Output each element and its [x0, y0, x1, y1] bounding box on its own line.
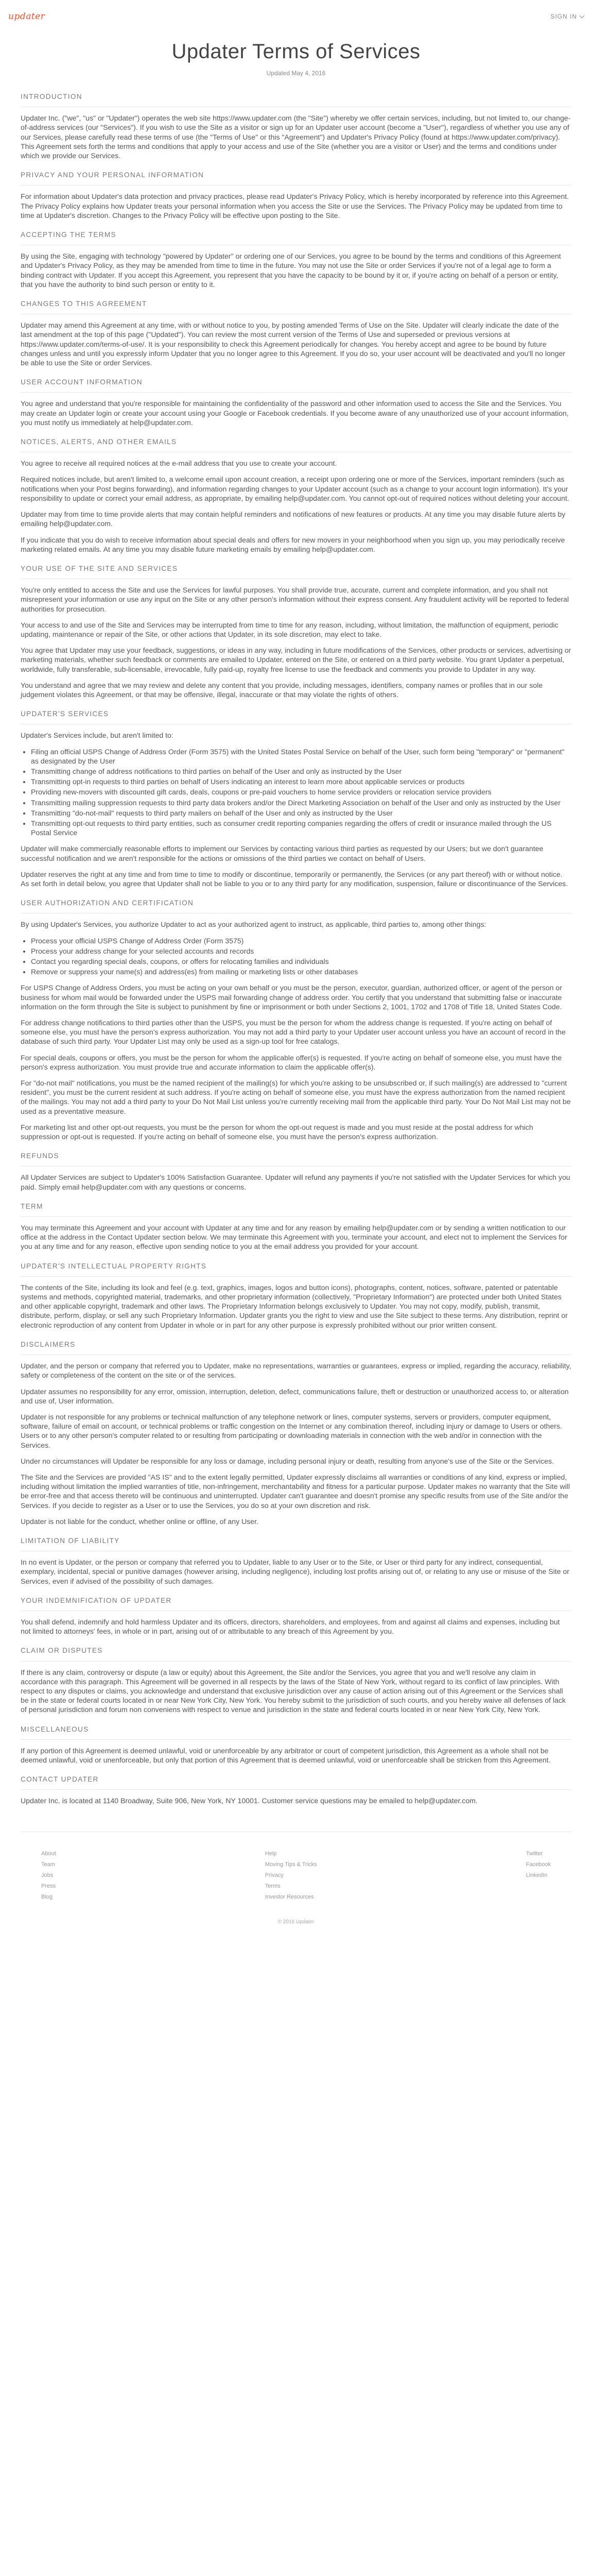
- terms-section: [21, 1646, 571, 1714]
- section-heading: USER AUTHORIZATION AND CERTIFICATION: [21, 899, 571, 913]
- bullet-item: • Transmitting change of address notifications to third parties on behalf of the User and only as instructed by the User: [31, 767, 571, 776]
- sign-in-label: SIGN IN: [550, 13, 577, 20]
- footer-column-company: [41, 1851, 56, 1905]
- footer-link[interactable]: LinkedIn: [526, 1872, 548, 1878]
- section-paragraph: Updater may amend this Agreement at any time, with or without notice to you, by posting amended Terms of Use on the Site. Updater will clearly indicate the date of the last amendment at the top of this page ("Updated"). You can review the most current version of the Terms of Use and superseded or previous versions at https://www.updater.com/terms-of-use/. It is your responsibility to check this Agreement periodically for changes. You hereby accept and agree to be bound by future changes unless and until you expressly inform Updater that you no longer agree to this Agreement. If you do so, your user account will be deactivated and you'll no longer be able to use the Site or order Services.: [21, 321, 566, 367]
- section-paragraph: Required notices include, but aren't limited to, a welcome email upon account creation, a receipt upon ordering one or more of the Services, important reminders (such as notifications when your Post begins forwarding), and information regarding changes to your Updater account (such as a change to your account login information). It's your responsibility to update or correct your email address, as appropriate, by emailing help@updater.com. You cannot opt-out of required notices without deleting your account.: [21, 475, 569, 502]
- bullet-item: • Transmitting "do-not-mail" requests to third party mailers on behalf of the User and only as instructed by the User: [31, 808, 571, 818]
- page-title: Updater Terms of Services: [171, 40, 421, 63]
- footer-column-resources: [265, 1851, 317, 1905]
- section-heading: MISCELLANEOUS: [21, 1725, 571, 1740]
- terms-section: [21, 1725, 571, 1765]
- section-heading: CONTACT UPDATER: [21, 1775, 571, 1790]
- section-paragraph: Updater, and the person or company that referred you to Updater, make no representations, warranties or guarantees, express or implied, regarding the accuracy, reliability, safety or completeness of the content on the site or of the services.: [21, 1362, 571, 1380]
- terms-section: [21, 1151, 571, 1192]
- terms-section: [21, 378, 571, 427]
- section-paragraph: Updater is not liable for the conduct, whether online or offline, of any User.: [21, 1517, 258, 1526]
- footer-link[interactable]: Help: [265, 1850, 277, 1857]
- updater-logo[interactable]: updater: [8, 11, 45, 22]
- section-paragraph: For "do-not mail" notifications, you must be the named recipient of the mailing(s) for which you're asking to be unsubscribed or, if such mailing(s) are addressed to "current resident", you must be the current resident at such address. If you're acting on behalf of someone else, you must have the express authorization from the named recipient of the mailings. You may not add a third party to your Do Not Mail List unless you're currently receiving mail from the applicable third party. Your Do Not Mail List may not be used as a preventative measure.: [21, 1079, 571, 1115]
- section-paragraph: By using the Site, engaging with technology "powered by Updater" or ordering one of our Services, you agree to be bound by the terms and conditions of this Agreement and Updater's Privacy Policy, as they may be amended from time to time in the future. You may not use the Site or order Services if you're not of a legal age to form a binding contract with Updater. If you accept this Agreement, you represent that you have the capacity to be bound by it or, if you're acting on behalf of a person or entity, that you have the authority to bind such person or entity to it.: [21, 252, 561, 289]
- terms-section: [21, 1775, 571, 1805]
- terms-section: [21, 899, 571, 1141]
- section-heading: CLAIM OR DISPUTES: [21, 1646, 571, 1661]
- bullet-item: • Transmitting opt-in requests to third parties on behalf of Users indicating an interest to learn more about applicable services or products: [31, 777, 571, 786]
- terms-section: [21, 709, 571, 888]
- section-heading: YOUR INDEMNIFICATION OF UPDATER: [21, 1596, 571, 1611]
- section-paragraph: The Site and the Services are provided "AS IS" and to the extent legally permitted, Updater expressly disclaims all warranties or conditions of any kind, express or implied, including without limitation the implied warranties of title, non-infringement, merchantability and fitness for a particular purpose. Updater makes no warranty that the Site will be error-free and that access thereto will be continuous and uninterrupted. Updater can't guarantee and doesn't promise any specific results from use of the Site and/or the Services. If you decide to register as a User or to use the Services, you do so at your own discretion and risk.: [21, 1472, 570, 1510]
- section-paragraph: Updater will make commercially reasonable efforts to implement our Services by contacting various third parties as requested by our Users; but we don't guarantee successful notification and we aren't responsible for the actions or omissions of the third parties we contact on behalf of Users.: [21, 844, 544, 862]
- section-paragraph: You agree that Updater may use your feedback, suggestions, or ideas in any way, including in future modifications of the Services, other products or services, advertising or marketing materials, whether such feedback or comments are emailed to Updater, entered on the Site, or entered on a third party website. You grant Updater a perpetual, worldwide, fully transferable, sub-licensable, irrevocable, fully paid-up, royalty free license to use the feedback and comments you provide to Updater in any way.: [21, 646, 571, 673]
- bullet-list: [31, 747, 571, 838]
- terms-section: [21, 299, 571, 367]
- footer-link[interactable]: Moving Tips & Tricks: [265, 1861, 317, 1868]
- terms-section: [21, 1536, 571, 1586]
- terms-section: [21, 230, 571, 289]
- bullet-item: • Providing new-movers with discounted gift cards, deals, coupons or pre-paid vouchers to home service providers or relocation service providers: [31, 787, 571, 796]
- section-paragraph: If any portion of this Agreement is deemed unlawful, void or unenforceable by any arbitrator or court of competent jurisdiction, this Agreement as a whole shall not be deemed unlawful, void or unenforceable, but only that portion of this Agreement that is deemed unlawful, void or unenforceable shall be stricken from this Agreement.: [21, 1746, 551, 1764]
- footer-link[interactable]: About: [41, 1850, 56, 1857]
- section-heading: NOTICES, ALERTS, AND OTHER EMAILS: [21, 437, 571, 452]
- footer-link[interactable]: Investor Resources: [265, 1893, 314, 1900]
- section-paragraph: If there is any claim, controversy or dispute (a law or equity) about this Agreement, the Site and/or the Services, you agree that you and we'll resolve any claim in accordance with this paragraph. This Agreement will be governed in all respects by the laws of the State of New York, without regard to its conflict of law principles. With respect to any disputes or claims, you acknowledge and understand that exclusive jurisdiction over any cause of action arising out of this Agreement or the Services shall be in the state or federal courts located in or near New York City, New York. You hereby submit to the jurisdiction of such courts, and you hereby waive all defenses of lack of personal jurisdiction and forum non conveniens with respect to venue and jurisdiction in the state and federal courts located in or near New York City, New York.: [21, 1668, 566, 1714]
- footer-link[interactable]: Jobs: [41, 1872, 54, 1878]
- section-paragraph: For special deals, coupons or offers, you must be the person for whom the applicable offer(s) is requested. If you're acting on behalf of someone else, you must have the person's express authorization. You must provide true and accurate information to claim the applicable offer(s).: [21, 1053, 562, 1071]
- footer-link[interactable]: Team: [41, 1861, 55, 1868]
- terms-section: [21, 1202, 571, 1251]
- section-paragraph: Updater's Services include, but aren't limited to:: [21, 731, 173, 740]
- footer-link[interactable]: Facebook: [526, 1861, 551, 1868]
- section-paragraph: For address change notifications to third parties other than the USPS, you must be the person for whom the address change is requested. If you're acting on behalf of someone else, you must have the person's express authorization. You may not add a third party to your Updater user account unless you have an account of record in the database of such third party. Your Updater List may only be used as a sign-up tool for free catalogs.: [21, 1019, 566, 1046]
- section-paragraph: In no event is Updater, or the person or company that referred you to Updater, liable to any User or to the Site, or User or third party for any indirect, consequential, exemplary, incidental, special or punitive damages (however arising, including negligence), including lost profits arising out of, or relating to any use or misuse of the Site or Services, even if advised of the possibility of such damages.: [21, 1558, 569, 1585]
- section-paragraph: All Updater Services are subject to Updater's 100% Satisfaction Guarantee. Updater will refund any payments if you're not satisfied with the Updater Services for which you paid. Simply email help@updater.com with any questions or concerns.: [21, 1173, 570, 1191]
- bullet-item: • Filing an official USPS Change of Address Order (Form 3575) with the United States Postal Service on behalf of the User, such form being "temporary" or "permanent" as designated by the User: [31, 747, 571, 766]
- section-heading: LIMITATION OF LIABILITY: [21, 1536, 571, 1551]
- section-paragraph: Updater assumes no responsibility for any error, omission, interruption, deletion, defect, communications failure, theft or destruction or unauthorized access to, or alteration and use of, User information.: [21, 1387, 569, 1405]
- bullet-item: • Transmitting opt-out requests to third party entities, such as consumer credit reporting companies regarding the offers of credit or insurance mailed through the US Postal Service: [31, 819, 571, 837]
- section-paragraph: You're only entitled to access the Site and use the Services for lawful purposes. You shall provide true, accurate, current and complete information, and you shall not misrepresent your information or use any input on the Site or any other person's information without their express consent. Any fraudulent activity will be reported to federal authorities for prosecution.: [21, 586, 569, 613]
- footer-link[interactable]: Privacy: [265, 1872, 284, 1878]
- updated-date: Updated May 4, 2016: [266, 70, 326, 77]
- section-paragraph: If you indicate that you do wish to receive information about special deals and offers for new movers in your neighborhood when you sign up, you may periodically receive marketing related emails. At any time you may disable future marketing emails by emailing help@updater.com.: [21, 535, 565, 553]
- footer-link[interactable]: Terms: [265, 1883, 281, 1889]
- footer-link[interactable]: Twitter: [526, 1850, 543, 1857]
- section-heading: ACCEPTING THE TERMS: [21, 230, 571, 245]
- section-paragraph: You may terminate this Agreement and your account with Updater at any time and for any reason by emailing help@updater.com or by sending a written notification to our office at the address in the Contact Updater section below. We may terminate this Agreement with you, terminate your account, and elect not to implement the Services for you at any time and for any reason, effective upon sending notice to you at the email address you provided for your account.: [21, 1224, 567, 1251]
- bullet-item: • Remove or suppress your name(s) and address(es) from mailing or marketing lists or other databases: [31, 967, 571, 976]
- terms-section: [21, 92, 571, 160]
- section-paragraph: For marketing list and other opt-out requests, you must be the person for whom the opt-out request is made and you must reside at the postal address for which suppression or opt-out is requested. If you're acting on behalf of someone else, you must have the person's express authorization.: [21, 1123, 533, 1141]
- footer-column-social: [526, 1851, 551, 1905]
- bullet-item: • Process your official USPS Change of Address Order (Form 3575): [31, 936, 571, 945]
- chevron-down-icon: [580, 13, 585, 18]
- footer-link[interactable]: Press: [41, 1883, 56, 1889]
- sign-in-button[interactable]: [550, 13, 584, 20]
- section-paragraph: Updater may from time to time provide alerts that may contain helpful reminders and notifications of new features or products. At any time you may disable future alerts by emailing help@updater.com.: [21, 510, 566, 528]
- bullet-item: • Process your address change for your selected accounts and records: [31, 946, 571, 956]
- copyright: © 2016 Updater: [277, 1919, 315, 1925]
- bullet-item: • Contact you regarding special deals, coupons, or offers for relocating families and individuals: [31, 957, 571, 966]
- section-paragraph: Under no circumstances will Updater be responsible for any loss or damage, including personal injury or death, resulting from anyone's use of the Site or the Services.: [21, 1456, 554, 1465]
- section-heading: REFUNDS: [21, 1151, 571, 1166]
- footer: [21, 1832, 571, 1919]
- section-paragraph: You agree and understand that you're responsible for maintaining the confidentiality of the password and other information used to access the Site and the Services. You may create an Updater login or create your account using your Google or Facebook credentials. If you become aware of any unauthorized use of your account information, you must notify us immediately at help@updater.com.: [21, 399, 569, 427]
- section-paragraph: You agree to receive all required notices at the e-mail address that you use to create your account.: [21, 459, 337, 468]
- section-paragraph: For USPS Change of Address Orders, you must be acting on your own behalf or you must be the person, executor, guardian, authorized officer, or agent of the person or business for whom mail would be forwarded under the USPS mail forwarding change of address order. You certify that you understand that submitting false or inaccurate information on the form through the Site is subject to punishment by fine or imprisonment or both under Sections 2, 1001, 1702 and 1708 of Title 18, United States Code.: [21, 984, 562, 1011]
- terms-content: [21, 92, 571, 1806]
- section-heading: YOUR USE OF THE SITE AND SERVICES: [21, 564, 571, 579]
- section-heading: UPDATER'S INTELLECTUAL PROPERTY RIGHTS: [21, 1262, 571, 1277]
- section-paragraph: Updater Inc. ("we", "us" or "Updater") operates the web site https://www.updater.com (the "Site") whereby we offer certain services, including, but not limited to, our change-of-address services (our "Services"). If you wish to use the Site as a visitor or sign up for an Updater user account (become a "User"), regardless of whether you use any of our Services, please carefully read these terms of use (the "Terms of Use" or this "Agreement") and Updater's Privacy Policy (found at https://www.updater.com/privacy). This Agreement sets forth the terms and conditions that apply to your access and use of the Site (whether you are a visitor or User) and the terms and conditions under which we provide our Services.: [21, 114, 571, 160]
- section-paragraph: By using Updater's Services, you authorize Updater to act as your authorized agent to instruct, as applicable, third parties to, among other things:: [21, 920, 486, 929]
- terms-section: [21, 1596, 571, 1636]
- section-heading: PRIVACY AND YOUR PERSONAL INFORMATION: [21, 171, 571, 185]
- section-paragraph: Updater Inc. is located at 1140 Broadway, Suite 906, New York, NY 10001. Customer service questions may be emailed to help@updater.com.: [21, 1797, 478, 1805]
- section-heading: TERM: [21, 1202, 571, 1217]
- section-heading: UPDATER'S SERVICES: [21, 709, 571, 724]
- page-header: [0, 33, 592, 77]
- bullet-item: • Transmitting mailing suppression requests to third party data brokers and/or the Direct Marketing Association on behalf of the User and only as instructed by the User: [31, 798, 571, 807]
- section-paragraph: Your access to and use of the Site and Services may be interrupted from time to time for any reason, including, without limitation, the malfunction of equipment, periodic updating, maintenance or repair of the Site, or other actions that Updater, in its sole discretion, may elect to take.: [21, 620, 559, 638]
- top-bar: [0, 0, 592, 33]
- section-paragraph: Updater reserves the right at any time and from time to time to modify or discontinue, temporarily or permanently, the Services (or any part thereof) with or without notice. As set forth in detail below, you agree that Updater shall not be liable to you or to any third party for any modification, suspension, failure or discontinuance of the Services.: [21, 870, 568, 888]
- section-paragraph: The contents of the Site, including its look and feel (e.g. text, graphics, images, logos and button icons), photographs, content, notices, software, patented or patentable systems and methods, copyrighted material, trademarks, and other proprietary information (collectively, "Proprietary Information") are protected under both United States and other applicable copyright, trademark and other laws. The Proprietary Information belongs exclusively to Updater. You may not copy, modify, publish, transmit, distribute, perform, display, or sell any such Proprietary Information. Updater grants you the right to view and use the Site subject to these terms. Any distribution, reprint or electronic reproduction of any content from Updater in whole or in part for any other purpose is expressly prohibited without our prior written consent.: [21, 1283, 568, 1329]
- section-paragraph: You understand and agree that we may review and delete any content that you provide, including messages, identifiers, company names or profiles that in our sole judgement violates this Agreement, or that may be offensive, illegal, inaccurate or that may violate the rights of others.: [21, 681, 543, 699]
- terms-section: [21, 1340, 571, 1526]
- terms-section: [21, 437, 571, 554]
- terms-section: [21, 171, 571, 220]
- section-paragraph: For information about Updater's data protection and privacy practices, please read Updater's Privacy Policy, which is hereby incorporated by reference into this Agreement. The Privacy Policy explains how Updater treats your personal information when you access the Site or use the Services. The Privacy Policy may be updated from time to time at Updater's discretion. Changes to the Privacy Policy will be effective upon posting to the Site.: [21, 192, 569, 219]
- section-heading: INTRODUCTION: [21, 92, 571, 107]
- bullet-list: [31, 936, 571, 977]
- section-heading: USER ACCOUNT INFORMATION: [21, 378, 571, 393]
- section-paragraph: Updater is not responsible for any problems or technical malfunction of any telephone network or lines, computer systems, servers or providers, computer equipment, software, failure of email on account, or technical problems or traffic congestion on the Internet or any combination thereof, including injury or damage to Users or others. Users or to any other person's computer related to or resulting from participating or downloading materials in connection with the web and/or in connection with the Services.: [21, 1412, 562, 1449]
- terms-section: [21, 1262, 571, 1330]
- section-heading: DISCLAIMERS: [21, 1340, 571, 1355]
- terms-section: [21, 564, 571, 699]
- footer-link[interactable]: Blog: [41, 1893, 53, 1900]
- section-heading: CHANGES TO THIS AGREEMENT: [21, 299, 571, 314]
- section-paragraph: You shall defend, indemnify and hold harmless Updater and its officers, directors, shareholders, and employees, from and against all claims and expenses, including but not limited to attorneys' fees, in whole or in part, arising out of or attributable to any breach of this Agreement by you.: [21, 1617, 560, 1636]
